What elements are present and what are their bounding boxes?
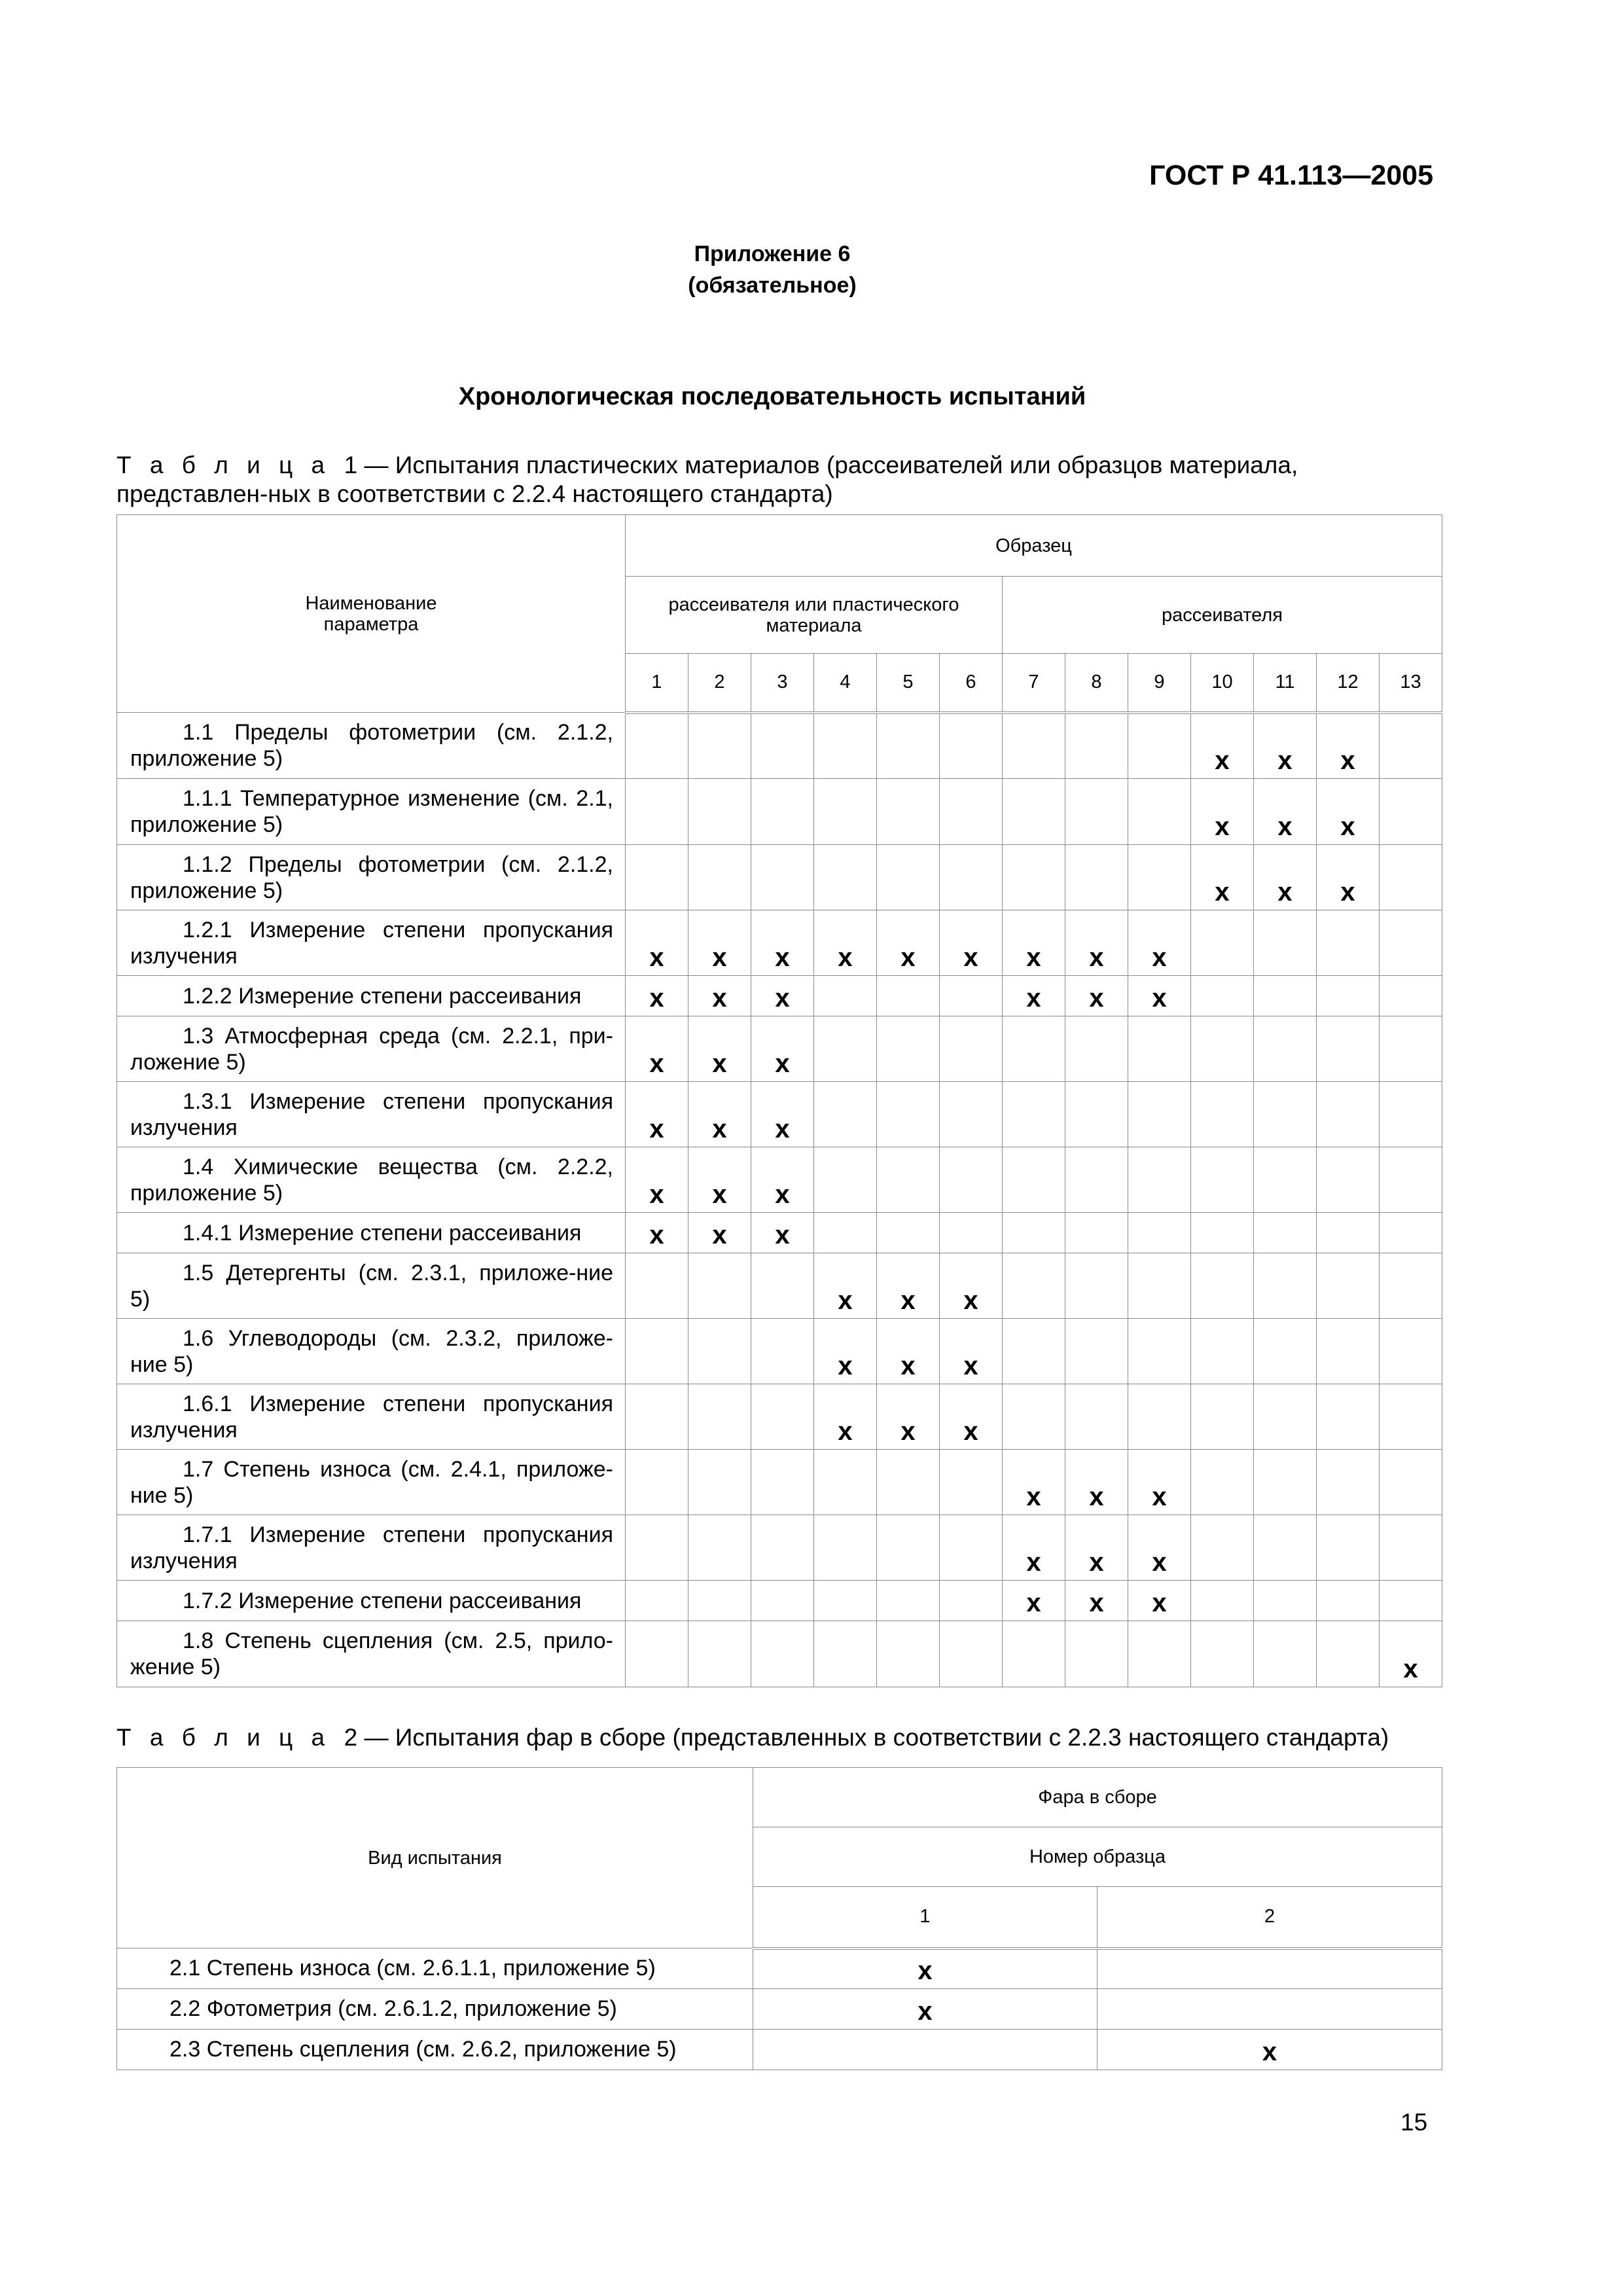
table1-mark-cell: x [1128, 1515, 1191, 1581]
table1-mark-cell: x [1128, 910, 1191, 976]
table1-mark-cell: x [877, 910, 940, 976]
table1-mark-cell [1254, 1515, 1317, 1581]
table1-mark-cell [814, 1147, 877, 1213]
table1-row-name: 1.4.1 Измерение степени рассеивания [117, 1213, 626, 1253]
table1-mark-cell [1191, 1016, 1254, 1082]
table1-row-name: 1.8 Степень сцепления (см. 2.5, прило-жение 5) [117, 1621, 626, 1687]
table1-mark-cell [814, 779, 877, 845]
table1-mark-cell [1065, 1016, 1128, 1082]
table1-mark-cell [877, 845, 940, 910]
table2-caption-prefix: Т а б л и ц а [116, 1724, 331, 1751]
table1-row-name: 1.6.1 Измерение степени пропускания излучения [117, 1384, 626, 1450]
table1-mark-cell [1191, 1319, 1254, 1384]
table1-mark-cell [626, 1253, 688, 1319]
table1-header-group2: рассеивателя [1003, 577, 1442, 654]
table1-row-name: 1.2.2 Измерение степени рассеивания [117, 976, 626, 1016]
table1-mark-cell [1254, 1319, 1317, 1384]
table1-mark-cell [1128, 845, 1191, 910]
section-title: Хронологическая последовательность испытаний [458, 383, 1086, 410]
table1-mark-cell [688, 845, 751, 910]
table1-mark-cell [626, 1515, 688, 1581]
table1-mark-cell [1317, 1082, 1380, 1147]
table1-mark-cell [940, 1450, 1003, 1515]
page-number: 15 [1400, 2109, 1428, 2136]
table1-mark-cell: x [1065, 1515, 1128, 1581]
table1-row-name: 1.1.2 Пределы фотометрии (см. 2.1.2, приложение 5) [117, 845, 626, 910]
table1-mark-cell [877, 1621, 940, 1687]
table1-row-name: 1.3.1 Измерение степени пропускания излучения [117, 1082, 626, 1147]
table1-row-name: 1.4 Химические вещества (см. 2.2.2, приложение 5) [117, 1147, 626, 1213]
table1-mark-cell [626, 713, 688, 779]
table1-caption [116, 451, 1425, 509]
table1-caption-prefix: Т а б л и ц а [116, 452, 331, 478]
table2-caption-text: 2 — Испытания фар в сборе (представленных в соответствии с 2.2.3 настоящего стандарта) [344, 1724, 1389, 1751]
table1-col-number: 7 [1003, 654, 1065, 713]
table1-mark-cell [1380, 1581, 1442, 1621]
table1-mark-cell [751, 1384, 814, 1450]
table1-mark-cell [940, 1213, 1003, 1253]
table2-header-sample-no: Номер образца [753, 1827, 1442, 1887]
table1-mark-cell: x [1254, 779, 1317, 845]
table1-mark-cell: x [1065, 976, 1128, 1016]
table1-mark-cell: x [1065, 910, 1128, 976]
table1-mark-cell [1128, 1319, 1191, 1384]
table1-row [117, 1147, 1442, 1213]
table2-mark-cell: x [753, 1948, 1097, 1989]
table1 [116, 514, 1442, 1687]
table1-mark-cell: x [688, 1082, 751, 1147]
table1-mark-cell [688, 1515, 751, 1581]
table1-mark-cell: x [751, 910, 814, 976]
table1-mark-cell: x [626, 910, 688, 976]
table1-col-number: 6 [940, 654, 1003, 713]
table1-mark-cell [940, 1621, 1003, 1687]
table1-col-number: 3 [751, 654, 814, 713]
table1-mark-cell [1380, 1147, 1442, 1213]
table1-mark-cell [940, 779, 1003, 845]
table1-mark-cell [1128, 1213, 1191, 1253]
table1-mark-cell [626, 1319, 688, 1384]
table1-mark-cell [1128, 1016, 1191, 1082]
table1-mark-cell: x [626, 1082, 688, 1147]
table1-mark-cell [626, 779, 688, 845]
table2 [116, 1767, 1442, 2070]
table1-mark-cell: x [626, 1213, 688, 1253]
table1-mark-cell [1003, 1016, 1065, 1082]
table1-mark-cell [1254, 910, 1317, 976]
table1-mark-cell [1191, 1082, 1254, 1147]
table1-col-number: 5 [877, 654, 940, 713]
table1-mark-cell [751, 845, 814, 910]
table1-mark-cell: x [626, 1147, 688, 1213]
table1-mark-cell [940, 713, 1003, 779]
table1-mark-cell [940, 845, 1003, 910]
table1-mark-cell [814, 1016, 877, 1082]
table1-mark-cell [626, 1621, 688, 1687]
table1-mark-cell [877, 1082, 940, 1147]
table1-mark-cell [626, 845, 688, 910]
table1-mark-cell [1254, 1147, 1317, 1213]
table1-mark-cell [1191, 1581, 1254, 1621]
table1-mark-cell: x [626, 1016, 688, 1082]
table1-mark-cell [1065, 1253, 1128, 1319]
table2-mark-cell: x [1097, 2030, 1442, 2070]
table1-mark-cell: x [1128, 1581, 1191, 1621]
table1-row [117, 1253, 1442, 1319]
table2-row [117, 2030, 1442, 2070]
table1-mark-cell [1191, 1147, 1254, 1213]
table1-mark-cell [1317, 1016, 1380, 1082]
table1-mark-cell [1380, 845, 1442, 910]
table1-mark-cell: x [1191, 713, 1254, 779]
table1-mark-cell [1380, 779, 1442, 845]
table1-mark-cell: x [1003, 1450, 1065, 1515]
table1-mark-cell: x [1003, 910, 1065, 976]
table1-mark-cell [1128, 1384, 1191, 1450]
table1-mark-cell [814, 1082, 877, 1147]
table1-mark-cell [1380, 1450, 1442, 1515]
table1-mark-cell: x [1065, 1581, 1128, 1621]
table1-mark-cell [1317, 976, 1380, 1016]
table1-mark-cell [1380, 910, 1442, 976]
table1-row-name: 1.1 Пределы фотометрии (см. 2.1.2, приложение 5) [117, 713, 626, 779]
table1-mark-cell [1380, 1253, 1442, 1319]
table1-mark-cell [814, 845, 877, 910]
table1-row [117, 1384, 1442, 1450]
table1-mark-cell [814, 976, 877, 1016]
table1-mark-cell [814, 1515, 877, 1581]
table1-mark-cell [1380, 1384, 1442, 1450]
table1-mark-cell: x [1380, 1621, 1442, 1687]
table1-mark-cell [1317, 1319, 1380, 1384]
table1-mark-cell [1003, 1384, 1065, 1450]
table1-mark-cell [877, 1016, 940, 1082]
table1-mark-cell [814, 1621, 877, 1687]
table1-row [117, 713, 1442, 779]
table1-row [117, 1450, 1442, 1515]
table1-mark-cell [1254, 1621, 1317, 1687]
table1-mark-cell [1254, 1016, 1317, 1082]
table1-mark-cell [1065, 1082, 1128, 1147]
table1-row-name: 1.1.1 Температурное изменение (см. 2.1, приложение 5) [117, 779, 626, 845]
table2-mark-cell: x [753, 1989, 1097, 2030]
table1-mark-cell: x [1317, 845, 1380, 910]
table1-mark-cell [751, 713, 814, 779]
table1-mark-cell: x [688, 1016, 751, 1082]
table1-header-param: Наименование параметра [117, 515, 626, 713]
table1-row [117, 1319, 1442, 1384]
table1-header-sample: Образец [626, 515, 1442, 577]
table1-mark-cell: x [688, 910, 751, 976]
table1-mark-cell [940, 1515, 1003, 1581]
table1-mark-cell: x [751, 1147, 814, 1213]
appendix-title: Приложение 6 [694, 242, 851, 266]
table1-mark-cell: x [1003, 976, 1065, 1016]
table1-mark-cell: x [1317, 779, 1380, 845]
table1-mark-cell [1254, 1253, 1317, 1319]
table1-mark-cell: x [814, 1253, 877, 1319]
table1-mark-cell: x [1003, 1581, 1065, 1621]
table1-mark-cell [1380, 976, 1442, 1016]
table1-mark-cell [1380, 1515, 1442, 1581]
table1-mark-cell [1191, 1384, 1254, 1450]
table1-mark-cell [1003, 1621, 1065, 1687]
table1-mark-cell [1317, 1213, 1380, 1253]
table1-row-name: 1.3 Атмосферная среда (см. 2.2.1, при-ложение 5) [117, 1016, 626, 1082]
table2-mark-cell [1097, 1948, 1442, 1989]
table1-mark-cell: x [814, 910, 877, 976]
table1-row [117, 910, 1442, 976]
table1-mark-cell [1128, 1253, 1191, 1319]
table1-mark-cell [1128, 1621, 1191, 1687]
table1-col-number: 1 [626, 654, 688, 713]
table1-mark-cell [1003, 713, 1065, 779]
table1-mark-cell [940, 1016, 1003, 1082]
table1-mark-cell [1065, 845, 1128, 910]
table1-col-number: 2 [688, 654, 751, 713]
table1-mark-cell [1065, 1213, 1128, 1253]
table2-header-assembly: Фара в сборе [753, 1768, 1442, 1827]
table1-mark-cell: x [1065, 1450, 1128, 1515]
table1-mark-cell [688, 1621, 751, 1687]
table1-row-name: 1.6 Углеводороды (см. 2.3.2, приложе-ние 5) [117, 1319, 626, 1384]
table1-mark-cell [626, 1384, 688, 1450]
table1-mark-cell [1254, 1581, 1317, 1621]
table1-mark-cell [1065, 713, 1128, 779]
table1-mark-cell [1191, 910, 1254, 976]
table1-mark-cell [688, 1384, 751, 1450]
table1-mark-cell [688, 1319, 751, 1384]
table1-mark-cell: x [688, 976, 751, 1016]
table1-mark-cell [1065, 779, 1128, 845]
table1-mark-cell [940, 1581, 1003, 1621]
table1-mark-cell: x [814, 1384, 877, 1450]
table1-col-number: 11 [1254, 654, 1317, 713]
table1-caption-text: 1 — Испытания пластических материалов (рассеивателей или образцов материала, представлен-ных в соответствии с 2.2.4 настоящего стандарта) [116, 452, 1298, 507]
table1-row-name: 1.7 Степень износа (см. 2.4.1, приложе-ние 5) [117, 1450, 626, 1515]
table1-mark-cell [1380, 1082, 1442, 1147]
table1-row-name: 1.5 Детергенты (см. 2.3.1, приложе-ние 5) [117, 1253, 626, 1319]
table1-mark-cell [1003, 779, 1065, 845]
table1-row [117, 1213, 1442, 1253]
table1-row [117, 1016, 1442, 1082]
table1-mark-cell [1191, 976, 1254, 1016]
table1-row [117, 779, 1442, 845]
table1-mark-cell [751, 1581, 814, 1621]
table1-mark-cell [688, 1253, 751, 1319]
table1-mark-cell [1003, 1082, 1065, 1147]
table1-mark-cell [1380, 1016, 1442, 1082]
table1-mark-cell: x [940, 910, 1003, 976]
table2-mark-cell [753, 2030, 1097, 2070]
table1-mark-cell [940, 1082, 1003, 1147]
table1-mark-cell [1065, 1384, 1128, 1450]
table1-mark-cell [626, 1581, 688, 1621]
table1-mark-cell: x [877, 1319, 940, 1384]
table1-mark-cell [688, 1581, 751, 1621]
table1-mark-cell [877, 1515, 940, 1581]
table1-mark-cell: x [751, 1213, 814, 1253]
table1-mark-cell [1380, 1213, 1442, 1253]
table1-mark-cell: x [1317, 713, 1380, 779]
table1-mark-cell [1317, 1147, 1380, 1213]
table1-mark-cell: x [1191, 779, 1254, 845]
table1-mark-cell [1128, 779, 1191, 845]
table1-row-name: 1.2.1 Измерение степени пропускания излучения [117, 910, 626, 976]
table1-mark-cell [751, 1621, 814, 1687]
table1-row [117, 1581, 1442, 1621]
table1-mark-cell [1003, 1319, 1065, 1384]
table1-col-number: 4 [814, 654, 877, 713]
table1-col-number: 9 [1128, 654, 1191, 713]
table1-mark-cell: x [751, 1016, 814, 1082]
table1-mark-cell [1003, 845, 1065, 910]
table1-mark-cell [1254, 1082, 1317, 1147]
table2-caption [116, 1723, 1491, 1752]
table1-row [117, 1621, 1442, 1687]
table1-mark-cell: x [1128, 976, 1191, 1016]
table1-mark-cell: x [1003, 1515, 1065, 1581]
table1-mark-cell [814, 1450, 877, 1515]
table1-mark-cell [1317, 1515, 1380, 1581]
document-number: ГОСТ Р 41.113—2005 [1149, 160, 1433, 191]
table1-mark-cell [877, 779, 940, 845]
table1-mark-cell [688, 779, 751, 845]
table1-mark-cell: x [751, 976, 814, 1016]
table1-mark-cell [1065, 1621, 1128, 1687]
table1-mark-cell [877, 1147, 940, 1213]
table1-mark-cell [1317, 1253, 1380, 1319]
table1-mark-cell: x [940, 1319, 1003, 1384]
table1-row [117, 976, 1442, 1016]
table2-row-name: 2.2 Фотометрия (см. 2.6.1.2, приложение 5) [117, 1989, 753, 2030]
table1-mark-cell: x [688, 1213, 751, 1253]
table1-mark-cell [1191, 1515, 1254, 1581]
table1-mark-cell: x [940, 1253, 1003, 1319]
table1-mark-cell: x [1128, 1450, 1191, 1515]
table1-mark-cell [877, 1450, 940, 1515]
table1-mark-cell [1254, 1384, 1317, 1450]
table1-mark-cell [688, 713, 751, 779]
table1-mark-cell [940, 1147, 1003, 1213]
table1-mark-cell [1191, 1213, 1254, 1253]
table1-mark-cell [814, 1213, 877, 1253]
table1-header-group1: рассеивателя или пластического материала [626, 577, 1003, 654]
table1-mark-cell [1254, 1213, 1317, 1253]
table1-mark-cell: x [940, 1384, 1003, 1450]
appendix-status: (обязательное) [688, 273, 857, 298]
table1-mark-cell [1191, 1450, 1254, 1515]
table1-mark-cell [1128, 713, 1191, 779]
table1-row-name: 1.7.1 Измерение степени пропускания излучения [117, 1515, 626, 1581]
table1-mark-cell [1003, 1147, 1065, 1213]
table1-mark-cell [814, 1581, 877, 1621]
table1-mark-cell [1128, 1082, 1191, 1147]
table1-mark-cell [814, 713, 877, 779]
table2-row-name: 2.3 Степень сцепления (см. 2.6.2, приложение 5) [117, 2030, 753, 2070]
table1-mark-cell [626, 1450, 688, 1515]
table1-mark-cell [1128, 1147, 1191, 1213]
table2-col-number: 2 [1097, 1887, 1442, 1948]
table1-mark-cell [877, 976, 940, 1016]
table1-mark-cell [877, 1581, 940, 1621]
table1-mark-cell: x [814, 1319, 877, 1384]
table1-row [117, 1515, 1442, 1581]
table1-col-number: 10 [1191, 654, 1254, 713]
table1-mark-cell [1065, 1319, 1128, 1384]
table1-mark-cell [877, 713, 940, 779]
table1-mark-cell: x [688, 1147, 751, 1213]
table1-mark-cell [1254, 1450, 1317, 1515]
table1-mark-cell [1003, 1213, 1065, 1253]
table1-mark-cell: x [626, 976, 688, 1016]
table1-mark-cell [751, 1319, 814, 1384]
table1-row [117, 845, 1442, 910]
table1-mark-cell: x [751, 1082, 814, 1147]
table1-mark-cell [1317, 1450, 1380, 1515]
table1-col-number: 12 [1317, 654, 1380, 713]
table2-row-name: 2.1 Степень износа (см. 2.6.1.1, приложение 5) [117, 1948, 753, 1989]
table1-mark-cell [751, 1450, 814, 1515]
table2-header-test-type: Вид испытания [117, 1768, 753, 1948]
table2-row [117, 1989, 1442, 2030]
table1-col-number: 13 [1380, 654, 1442, 713]
appendix-heading [0, 238, 1544, 301]
table1-mark-cell [751, 1515, 814, 1581]
table1-row-name: 1.7.2 Измерение степени рассеивания [117, 1581, 626, 1621]
table1-mark-cell: x [1254, 845, 1317, 910]
table2-mark-cell [1097, 1989, 1442, 2030]
table1-mark-cell [1380, 713, 1442, 779]
table1-mark-cell [751, 1253, 814, 1319]
table1-mark-cell: x [877, 1384, 940, 1450]
table1-mark-cell [688, 1450, 751, 1515]
table1-mark-cell [1317, 1581, 1380, 1621]
table1-mark-cell [1317, 1384, 1380, 1450]
table1-mark-cell [1317, 910, 1380, 976]
table1-mark-cell [1191, 1253, 1254, 1319]
table1-mark-cell: x [1191, 845, 1254, 910]
table2-row [117, 1948, 1442, 1989]
table1-mark-cell [1003, 1253, 1065, 1319]
table1-mark-cell: x [877, 1253, 940, 1319]
table1-mark-cell [877, 1213, 940, 1253]
table1-mark-cell [940, 976, 1003, 1016]
table1-mark-cell [1191, 1621, 1254, 1687]
table1-mark-cell [1380, 1319, 1442, 1384]
table1-mark-cell [1065, 1147, 1128, 1213]
table1-col-number: 8 [1065, 654, 1128, 713]
table2-col-number: 1 [753, 1887, 1097, 1948]
table1-mark-cell [1317, 1621, 1380, 1687]
table1-mark-cell [751, 779, 814, 845]
table1-row [117, 1082, 1442, 1147]
table1-mark-cell [1254, 976, 1317, 1016]
table1-mark-cell: x [1254, 713, 1317, 779]
